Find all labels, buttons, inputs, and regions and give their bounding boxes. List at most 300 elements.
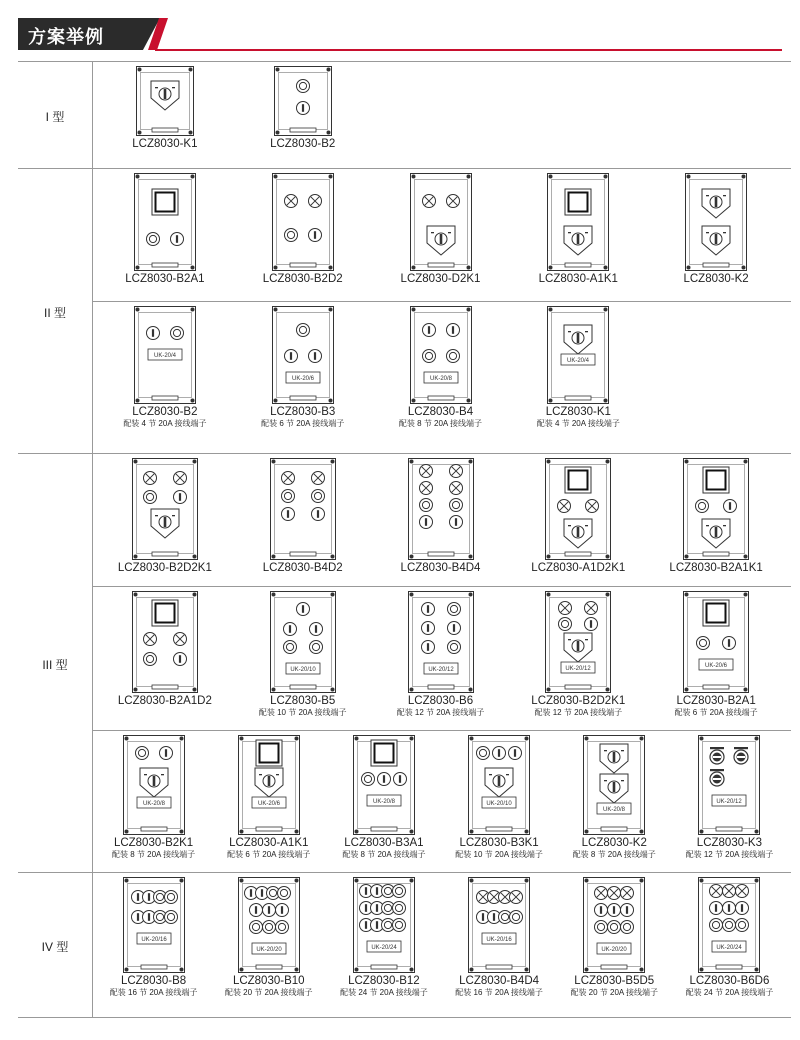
model-number: LCZ8030-B5 (270, 695, 336, 707)
screw-icon (354, 968, 358, 972)
nameplate (256, 827, 282, 831)
screw-icon (179, 968, 183, 972)
nameplate (703, 685, 729, 689)
scheme-table (18, 61, 791, 1017)
nameplate (290, 263, 316, 267)
signal-lamp-icon (736, 885, 749, 898)
screw-icon (192, 688, 196, 692)
screw-icon (700, 879, 704, 883)
screw-icon (239, 830, 243, 834)
product-item (514, 591, 642, 718)
meter-window-icon (256, 740, 282, 766)
table-row-divider (18, 61, 791, 62)
screw-icon (409, 593, 413, 597)
screw-icon (744, 593, 748, 597)
screw-icon (137, 68, 141, 72)
screw-icon (354, 830, 358, 834)
model-number: LCZ8030-K2 (683, 273, 749, 285)
screw-icon (685, 688, 689, 692)
screw-icon (640, 968, 644, 972)
screw-icon (188, 131, 192, 135)
screw-icon (179, 879, 183, 883)
screw-icon (239, 879, 243, 883)
table-row-divider (18, 872, 791, 873)
indicator-light-icon (608, 921, 621, 934)
product-item (101, 458, 229, 575)
screw-icon (190, 266, 194, 270)
nameplate (565, 396, 591, 400)
push-button-icon (595, 904, 608, 917)
product-lcz8030-b10-drawing (238, 877, 300, 973)
indicator-light-icon (392, 919, 405, 932)
product-item (652, 173, 780, 286)
product-item (652, 458, 780, 575)
screw-icon (755, 968, 759, 972)
product-item (101, 591, 229, 708)
push-button-icon (275, 904, 288, 917)
screw-icon (468, 460, 472, 464)
indicator-light-icon (621, 921, 634, 934)
screw-icon (275, 68, 279, 72)
push-button-icon (281, 508, 294, 521)
push-button-icon (449, 516, 462, 529)
screw-icon (271, 460, 275, 464)
push-button-icon (447, 622, 460, 635)
indicator-light-icon (309, 641, 322, 654)
signal-lamp-icon (446, 195, 459, 208)
screw-icon (525, 968, 529, 972)
product-item (101, 66, 229, 151)
product-item (435, 735, 563, 860)
screw-icon (137, 131, 141, 135)
screw-icon (585, 830, 589, 834)
screw-icon (547, 460, 551, 464)
screw-icon (700, 968, 704, 972)
screw-icon (271, 555, 275, 559)
push-button-icon (170, 233, 183, 246)
product-lcz8030-b2d2k1-drawing (545, 591, 611, 693)
product-lcz8030-b4d4-drawing (468, 877, 530, 973)
model-number: LCZ8030-A1K1 (538, 273, 618, 285)
nameplate (371, 827, 397, 831)
signal-lamp-icon (284, 195, 297, 208)
nameplate (152, 685, 178, 689)
product-item (90, 877, 218, 998)
indicator-light-icon (736, 919, 749, 932)
indicator-light-icon (275, 921, 288, 934)
type-label: I 型 (45, 109, 65, 124)
terminal-label: UK-20/12 (565, 666, 591, 672)
model-number: LCZ8030-B2A1 (676, 695, 756, 707)
product-lcz8030-k1-drawing (136, 66, 194, 136)
signal-lamp-icon (281, 472, 294, 485)
screw-icon (755, 830, 759, 834)
screw-icon (330, 460, 334, 464)
indicator-light-icon (696, 500, 709, 513)
terminal-label: UK-20/24 (716, 945, 743, 951)
indicator-light-icon (284, 229, 297, 242)
indicator-light-icon (146, 233, 159, 246)
nameplate (152, 552, 178, 556)
model-number: LCZ8030-B2D2K1 (117, 562, 212, 574)
nameplate (486, 965, 512, 969)
indicator-light-icon (510, 911, 523, 924)
product-item (205, 735, 333, 860)
push-button-icon (308, 229, 321, 242)
product-lcz8030-b2a1k1-drawing (683, 458, 749, 560)
screw-icon (470, 737, 474, 741)
signal-lamp-icon (311, 472, 324, 485)
indicator-light-icon (392, 902, 405, 915)
product-item (239, 591, 367, 718)
nameplate (565, 552, 591, 556)
screw-icon (326, 131, 330, 135)
screw-icon (192, 593, 196, 597)
product-item (239, 306, 367, 429)
indicator-light-icon (170, 327, 183, 340)
signal-lamp-icon (419, 482, 432, 495)
product-lcz8030-b2-drawing (134, 306, 196, 404)
screw-icon (409, 879, 413, 883)
screw-icon (755, 737, 759, 741)
indicator-light-icon (595, 921, 608, 934)
nameplate (152, 396, 178, 400)
product-item (550, 877, 678, 998)
model-number: LCZ8030-B2A1K1 (669, 562, 763, 574)
indicator-light-icon (283, 641, 296, 654)
screw-icon (190, 175, 194, 179)
indicator-light-icon (296, 80, 309, 93)
screw-icon (470, 830, 474, 834)
terminal-note: 配装 8 节 20A 接线端子 (572, 850, 656, 859)
push-button-icon (421, 622, 434, 635)
product-lcz8030-b4d2-drawing (270, 458, 336, 560)
product-lcz8030-a1k1-drawing (547, 173, 609, 271)
indicator-light-icon (419, 499, 432, 512)
screw-icon (685, 555, 689, 559)
model-number: LCZ8030-K1 (132, 138, 198, 150)
product-item (320, 735, 448, 860)
screw-icon (273, 399, 277, 403)
product-item (665, 877, 793, 998)
model-number: LCZ8030-B2A1D2 (117, 695, 212, 707)
terminal-note: 配装 10 节 20A 接线端子 (258, 708, 347, 717)
signal-lamp-icon (586, 500, 599, 513)
push-button-icon (249, 904, 262, 917)
push-button-icon (296, 603, 309, 616)
indicator-light-icon (477, 747, 490, 760)
indicator-light-icon (296, 324, 309, 337)
product-lcz8030-b5d5-drawing (583, 877, 645, 973)
push-button-icon (262, 904, 275, 917)
nameplate (428, 396, 454, 400)
screw-icon (744, 460, 748, 464)
model-number: LCZ8030-B3K1 (459, 837, 539, 849)
table-row-divider (18, 453, 791, 454)
screw-icon (328, 175, 332, 179)
screw-icon (640, 879, 644, 883)
screw-icon (687, 266, 691, 270)
product-lcz8030-k2-drawing (583, 735, 645, 835)
nameplate (428, 552, 454, 556)
push-button-icon (393, 773, 406, 786)
indicator-light-icon (249, 921, 262, 934)
indicator-light-icon (143, 653, 156, 666)
indicator-light-icon (447, 603, 460, 616)
screw-icon (466, 399, 470, 403)
screw-icon (409, 460, 413, 464)
product-lcz8030-b12-drawing (353, 877, 415, 973)
screw-icon (294, 830, 298, 834)
screw-icon (328, 308, 332, 312)
push-button-icon (159, 747, 172, 760)
push-button-icon (311, 508, 324, 521)
screw-icon (687, 175, 691, 179)
product-item (665, 735, 793, 860)
signal-lamp-icon (308, 195, 321, 208)
terminal-note: 配装 8 节 20A 接线端子 (398, 419, 483, 428)
screw-icon (275, 131, 279, 135)
screw-icon (606, 688, 610, 692)
screw-icon (744, 555, 748, 559)
enclosure-outline (410, 307, 471, 404)
product-lcz8030-b2a1-drawing (683, 591, 749, 693)
screw-icon (604, 175, 608, 179)
terminal-label: UK-20/10 (486, 801, 512, 807)
push-button-icon (736, 902, 749, 915)
screw-icon (133, 555, 137, 559)
indicator-light-icon (422, 350, 435, 363)
terminal-label: UK-20/20 (601, 947, 627, 953)
enclosure-outline (270, 459, 335, 560)
model-number: LCZ8030-K1 (545, 406, 611, 418)
product-item (377, 458, 505, 575)
product-item (101, 173, 229, 286)
terminal-label: UK-20/16 (140, 937, 167, 943)
product-item (514, 306, 642, 429)
screw-icon (549, 175, 553, 179)
indicator-light-icon (164, 911, 177, 924)
product-item (239, 66, 367, 151)
model-number: LCZ8030-B2A1 (125, 273, 205, 285)
screw-icon (135, 399, 139, 403)
indicator-light-icon (446, 350, 459, 363)
product-lcz8030-b3k1-drawing (468, 735, 530, 835)
screw-icon (742, 266, 746, 270)
indicator-light-icon (262, 921, 275, 934)
push-button-icon (146, 327, 159, 340)
screw-icon (547, 593, 551, 597)
screw-icon (549, 266, 553, 270)
indicator-light-icon (135, 747, 148, 760)
push-button-icon (377, 773, 390, 786)
screw-icon (525, 737, 529, 741)
indicator-light-icon (277, 887, 290, 900)
table-row-divider (18, 168, 791, 169)
screw-icon (124, 737, 128, 741)
terminal-label: UK-20/10 (290, 667, 316, 673)
screw-icon (273, 175, 277, 179)
indicator-light-icon (164, 891, 177, 904)
product-item (320, 877, 448, 998)
terminal-note: 配装 24 节 20A 接线端子 (340, 988, 428, 997)
push-button-icon (710, 902, 723, 915)
indicator-light-icon (281, 490, 294, 503)
screw-icon (179, 737, 183, 741)
push-button-icon (585, 618, 598, 631)
nameplate (371, 965, 397, 969)
indicator-light-icon (710, 919, 723, 932)
terminal-note: 配装 20 节 20A 接线端子 (224, 988, 313, 997)
product-lcz8030-b6d6-drawing (698, 877, 760, 973)
screw-icon (468, 593, 472, 597)
push-button-icon (419, 516, 432, 529)
model-number: LCZ8030-B4D4 (400, 562, 481, 574)
push-button-icon (308, 350, 321, 363)
indicator-light-icon (143, 491, 156, 504)
nameplate (716, 827, 742, 831)
nameplate (141, 965, 167, 969)
page-title: 方案举例 (28, 27, 104, 47)
signal-lamp-icon (449, 465, 462, 478)
push-button-icon (284, 350, 297, 363)
product-lcz8030-a1k1-drawing (238, 735, 300, 835)
screw-icon (604, 399, 608, 403)
signal-lamp-icon (422, 195, 435, 208)
product-item (435, 877, 563, 998)
screw-icon (640, 737, 644, 741)
product-lcz8030-b3a1-drawing (353, 735, 415, 835)
push-button-icon (509, 747, 522, 760)
screw-icon (179, 830, 183, 834)
terminal-note: 配装 6 节 20A 接线端子 (227, 850, 311, 859)
terminal-label: UK-20/8 (603, 807, 626, 813)
product-item (101, 306, 229, 429)
terminal-label: UK-20/8 (142, 801, 165, 807)
terminal-note: 配装 10 节 20A 接线端子 (455, 850, 543, 859)
product-lcz8030-b5-drawing (270, 591, 336, 693)
screw-icon (135, 308, 139, 312)
signal-lamp-icon (173, 472, 186, 485)
screw-icon (124, 830, 128, 834)
screw-icon (606, 555, 610, 559)
screw-icon (133, 460, 137, 464)
terminal-label: UK-20/12 (716, 799, 743, 805)
product-lcz8030-b2d2-drawing (272, 173, 334, 271)
push-button-icon (493, 747, 506, 760)
table-column-divider (92, 61, 93, 1017)
screw-icon (354, 879, 358, 883)
screw-icon (271, 688, 275, 692)
screw-icon (124, 879, 128, 883)
screw-icon (188, 68, 192, 72)
product-lcz8030-b2d2k1-drawing (132, 458, 198, 560)
terminal-label: UK-20/12 (427, 667, 454, 673)
product-lcz8030-b2a1d2-drawing (132, 591, 198, 693)
push-button-icon (446, 324, 459, 337)
screw-icon (192, 555, 196, 559)
model-number: LCZ8030-A1D2K1 (531, 562, 626, 574)
model-number: LCZ8030-B12 (348, 975, 420, 987)
push-button-icon (309, 623, 322, 636)
nameplate (290, 396, 316, 400)
screw-icon (470, 879, 474, 883)
nameplate (290, 685, 316, 689)
push-button-icon (724, 500, 737, 513)
push-button-icon (173, 653, 186, 666)
terminal-note: 配装 24 节 20A 接线端子 (685, 988, 774, 997)
enclosure-outline (134, 174, 195, 271)
signal-lamp-icon (710, 885, 723, 898)
model-number: LCZ8030-B4D2 (262, 562, 343, 574)
terminal-label: UK-20/4 (153, 353, 176, 359)
screw-icon (273, 266, 277, 270)
terminal-note: 配装 16 节 20A 接线端子 (109, 988, 198, 997)
push-button-icon (723, 902, 736, 915)
screw-icon (547, 688, 551, 692)
push-button-icon (421, 603, 434, 616)
signal-lamp-icon (419, 465, 432, 478)
signal-lamp-icon (143, 633, 156, 646)
screw-icon (328, 266, 332, 270)
terminal-note: 配装 6 节 20A 接线端子 (674, 708, 758, 717)
type-label: II 型 (43, 305, 66, 320)
product-item (239, 173, 367, 286)
indicator-light-icon (447, 641, 460, 654)
screw-icon (135, 175, 139, 179)
screw-icon (744, 688, 748, 692)
screw-icon (190, 308, 194, 312)
product-lcz8030-b4d4-drawing (408, 458, 474, 560)
screw-icon (525, 879, 529, 883)
enclosure-outline (686, 174, 747, 271)
indicator-light-icon (449, 499, 462, 512)
terminal-label: UK-20/6 (257, 801, 280, 807)
enclosure-outline (410, 174, 471, 271)
terminal-label: UK-20/8 (372, 799, 395, 805)
product-item (652, 591, 780, 718)
screw-icon (585, 879, 589, 883)
screw-icon (640, 830, 644, 834)
product-item (514, 458, 642, 575)
model-number: LCZ8030-B2K1 (113, 837, 194, 849)
type-label: IV 型 (41, 939, 69, 954)
screw-icon (135, 266, 139, 270)
screw-icon (409, 737, 413, 741)
nameplate (601, 965, 627, 969)
indicator-light-icon (559, 618, 572, 631)
product-lcz8030-d2k1-drawing (410, 173, 472, 271)
product-lcz8030-b2a1-drawing (134, 173, 196, 271)
nameplate (428, 263, 454, 267)
screw-icon (326, 68, 330, 72)
terminal-note: 配装 8 节 20A 接线端子 (112, 850, 196, 859)
product-item (514, 173, 642, 286)
meter-window-icon (371, 740, 397, 766)
product-item (205, 877, 333, 998)
model-number: LCZ8030-B6 (407, 695, 474, 707)
product-lcz8030-k1-drawing (547, 306, 609, 404)
nameplate (565, 685, 591, 689)
screw-icon (133, 593, 137, 597)
screw-icon (411, 308, 415, 312)
product-lcz8030-b4-drawing (410, 306, 472, 404)
product-lcz8030-b3-drawing (272, 306, 334, 404)
screw-icon (409, 688, 413, 692)
enclosure-outline (408, 592, 473, 693)
screw-icon (330, 688, 334, 692)
enclosure-outline (272, 307, 333, 404)
